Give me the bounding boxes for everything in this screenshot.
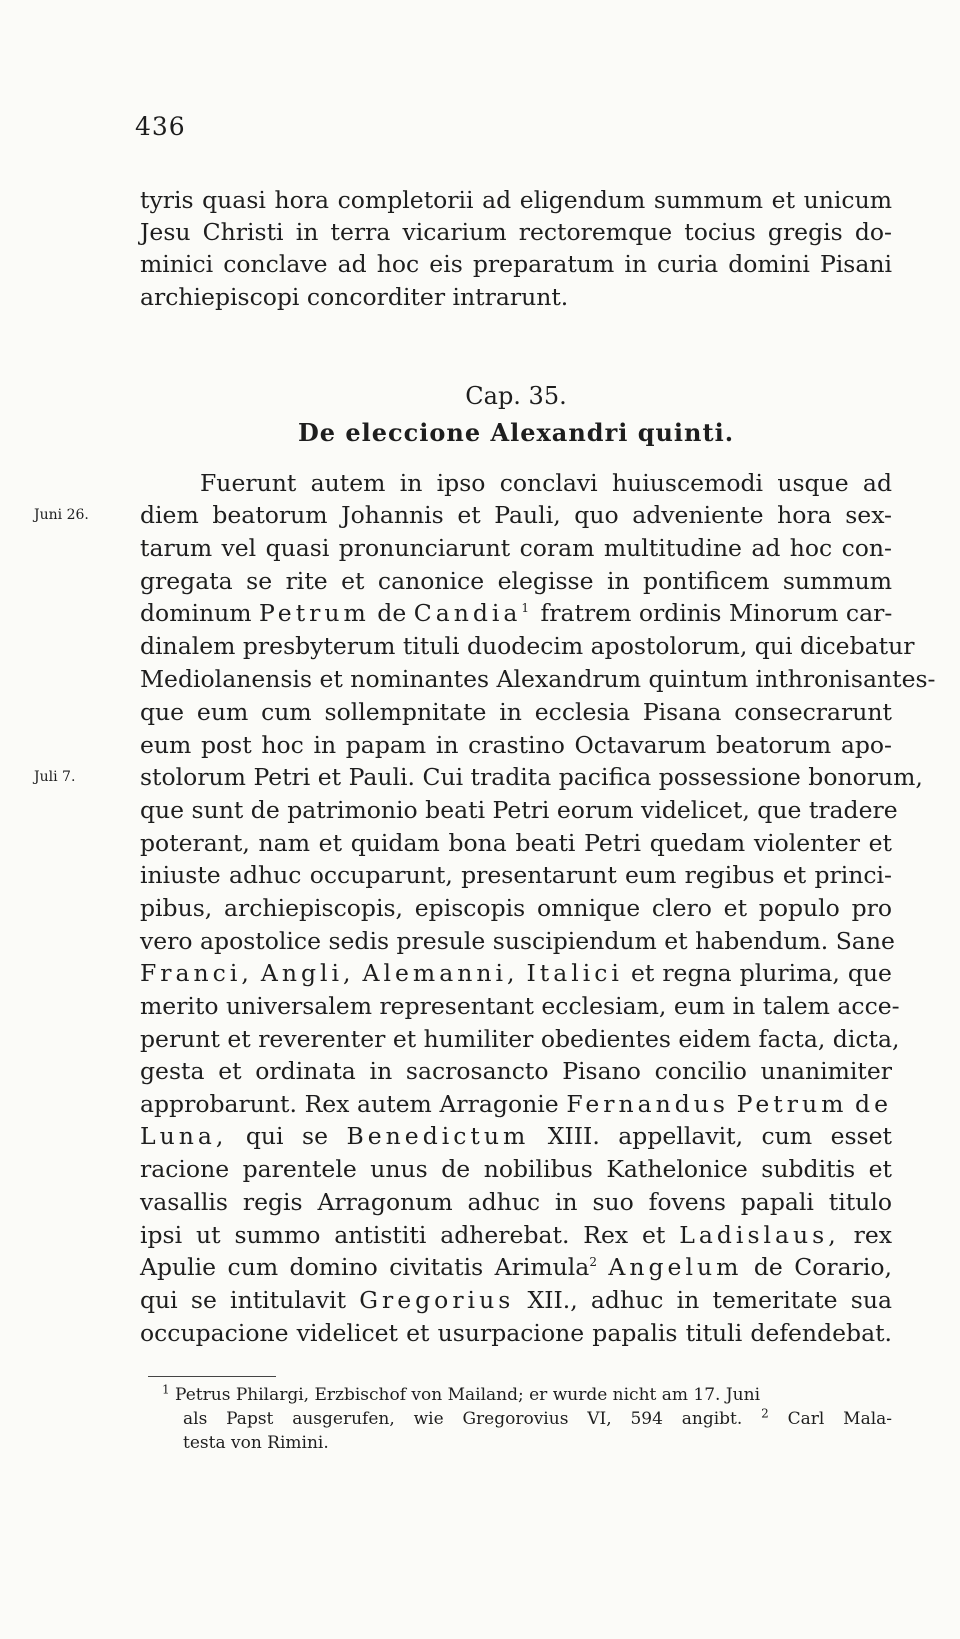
spaced-name: Benedictum — [346, 1122, 530, 1150]
body-word: de Corario, — [753, 1253, 892, 1281]
body-line: vero apostolice sedis presule suscipiendum et habendum. Sane — [140, 927, 895, 955]
body-line: vasallis regis Arragonum adhuc in suo fovens papali titulo — [140, 1188, 892, 1216]
body-line: que eum cum sollempnitate in ecclesia Pisana consecrarunt — [140, 698, 892, 726]
body-word: dominum — [140, 599, 252, 627]
body-line: Mediolanensis et nominantes Alexandrum quintum inthronisantes- — [140, 665, 936, 693]
body-line — [140, 1287, 892, 1314]
body-line: merito universalem representant ecclesiam, eum in talem acce- — [140, 992, 900, 1020]
spaced-name: Fernandus — [566, 1090, 729, 1118]
body-line — [140, 1254, 892, 1281]
spaced-name: Petrum — [259, 599, 370, 627]
spaced-name: Luna, — [140, 1122, 228, 1150]
body-word: qui se — [245, 1122, 328, 1150]
body-line: pibus, archiepiscopis, episcopis omnique clero et populo pro — [140, 894, 892, 922]
body-word: et regna plurima, que — [630, 959, 892, 987]
opening-line: Jesu Christi in terra vicarium rectoremque tocius gregis do- — [140, 218, 892, 246]
body-line: tarum vel quasi pronunciarunt coram multitudine ad hoc con- — [140, 534, 892, 562]
spaced-name: Gregorius — [359, 1286, 515, 1314]
body-line: gesta et ordinata in sacrosancto Pisano concilio unanimiter — [140, 1057, 892, 1085]
marginal-date: Juli 7. — [34, 769, 76, 785]
spaced-name: Ladislaus, — [679, 1221, 840, 1249]
spaced-name: Petrum — [736, 1090, 848, 1118]
body-word: fratrem ordinis Minorum car- — [540, 599, 893, 627]
body-word: qui se intitulavit — [140, 1286, 347, 1314]
body-line — [140, 1222, 892, 1249]
body-word: approbarunt. Rex autem Arragonie — [140, 1090, 559, 1118]
body-line: occupacione videlicet et usurpacione papalis tituli defendebat. — [140, 1319, 892, 1347]
footnote-rule — [148, 1376, 276, 1377]
footnote-line — [162, 1384, 892, 1406]
spaced-name: Candia$^1$ — [413, 599, 534, 627]
body-line: racione parentele unus de nobilibus Kathelonice subditis et — [140, 1155, 892, 1183]
marginal-date: Juni 26. — [34, 507, 89, 523]
spaced-name: Italici — [526, 959, 623, 987]
spaced-name: Angelum — [608, 1253, 743, 1281]
body-word: Apulie cum domino civitatis Arimula$^2$ — [140, 1253, 597, 1281]
body-line: Fuerunt autem in ipso conclavi huiuscemodi usque ad — [200, 469, 892, 497]
body-word: XIII. appellavit, cum esset — [547, 1122, 892, 1150]
footnote-mark: 2 — [589, 1255, 597, 1270]
footnote-text: Petrus Philargi, Erzbischof von Mailand; er wurde nicht am 17. Juni — [175, 1385, 761, 1405]
chapter-label: Cap. 35. — [465, 382, 567, 410]
footnote-line: testa von Rimini. — [183, 1433, 329, 1453]
body-word: rex — [853, 1221, 892, 1249]
body-word: de — [377, 599, 407, 627]
footnote-number: 2 — [761, 1406, 769, 1421]
body-line: que sunt de patrimonio beati Petri eorum videlicet, que tradere — [140, 796, 898, 824]
opening-line: archiepiscopi concorditer intrarunt. — [140, 283, 569, 311]
spaced-name: Angli, — [260, 959, 355, 987]
body-word: ipsi ut summo antistiti adherebat. Rex et — [140, 1221, 666, 1249]
body-line — [140, 960, 892, 987]
opening-line: minici conclave ad hoc eis preparatum in curia domini Pisani — [140, 250, 892, 278]
body-line: dinalem presbyterum tituli duodecim apostolorum, qui dicebatur — [140, 632, 915, 660]
chapter-title: De eleccione Alexandri quinti. — [297, 418, 735, 447]
body-line — [140, 1123, 892, 1150]
body-line: iniuste adhuc occuparunt, presentarunt eum regibus et princi- — [140, 861, 892, 889]
spaced-name: de — [855, 1090, 892, 1118]
body-line: diem beatorum Johannis et Pauli, quo adveniente hora sex- — [140, 501, 892, 529]
spaced-name: Franci, — [140, 959, 253, 987]
opening-line: tyris quasi hora completorii ad eligendum summum et unicum — [140, 186, 892, 214]
body-line: poterant, nam et quidam bona beati Petri quedam violenter et — [140, 829, 892, 857]
body-line: perunt et reverenter et humiliter obedientes eidem facta, dicta, — [140, 1025, 900, 1053]
body-line: stolorum Petri et Pauli. Cui tradita pacifica possessione bonorum, — [140, 763, 923, 791]
body-line — [140, 1091, 892, 1118]
spaced-name: Alemanni, — [362, 959, 519, 987]
footnote-mark: 1 — [521, 601, 534, 616]
footnote-text: als Papst ausgerufen, wie Gregorovius VI, 594 angibt. — [183, 1409, 743, 1429]
body-line — [140, 600, 892, 627]
body-line: gregata se rite et canonice elegisse in pontificem summum — [140, 567, 892, 595]
footnote-text: $^2$ Carl Mala- — [761, 1406, 893, 1429]
page-number: 436 — [135, 112, 186, 141]
footnote-line — [183, 1408, 892, 1430]
footnote-number: 1 — [162, 1382, 170, 1397]
body-line: eum post hoc in papam in crastino Octavarum beatorum apo- — [140, 731, 892, 759]
body-word: XII., adhuc in temeritate sua — [527, 1286, 892, 1314]
